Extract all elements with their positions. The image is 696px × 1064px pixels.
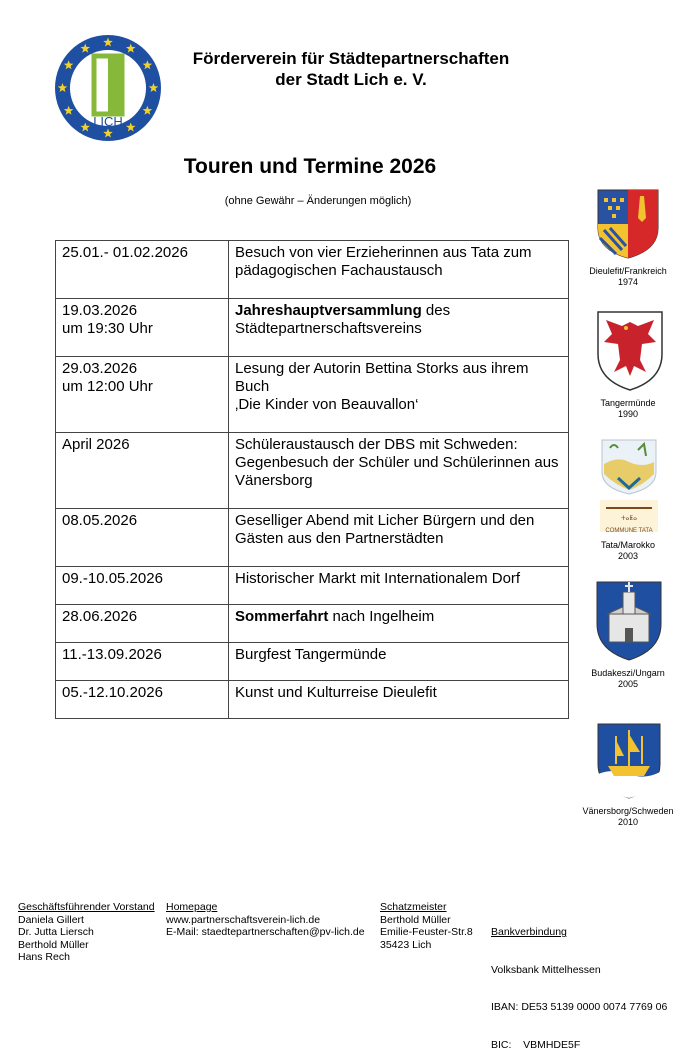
footer-homepage: Homepage www.partnerschaftsverein-lich.de E-Mail: staedtepartnerschaften@pv-lich.de: [166, 901, 365, 938]
tata-emblem-text: COMMUNE TATA: [605, 528, 653, 534]
table-row: 28.06.2026 Sommerfahrt nach Ingelheim: [56, 605, 569, 643]
budakeszi-coat-of-arms: [595, 580, 663, 667]
footer-schatzmeister: Schatzmeister Berthold Müller Emilie-Feuster-Str.8 35423 Lich: [380, 901, 473, 951]
partner-caption-budakeszi: Budakeszi/Ungarn 2005: [591, 668, 665, 689]
organization-name: Förderverein für Städtepartnerschaften der Stadt Lich e. V.: [192, 49, 510, 89]
association-logo: [54, 34, 162, 142]
table-row: 09.-10.05.2026 Historischer Markt mit Internationalem Dorf: [56, 567, 569, 605]
table-row: 08.05.2026 Geselliger Abend mit Licher Bürgern und den Gästen aus den Partnerstädten: [56, 509, 569, 567]
email-link[interactable]: E-Mail: staedtepartnerschaften@pv-lich.de: [166, 926, 365, 938]
partner-caption-dieulefit: Dieulefit/Frankreich 1974: [589, 266, 667, 287]
svg-text:LICH: LICH: [93, 114, 123, 129]
partner-caption-vanersborg: Vänersborg/Schweden 2010: [582, 806, 674, 827]
disclaimer: (ohne Gewähr – Änderungen möglich): [224, 195, 412, 207]
homepage-link[interactable]: www.partnerschaftsverein-lich.de: [166, 913, 321, 926]
table-row: 29.03.2026 um 12:00 Uhr Lesung der Autorin Bettina Storks aus ihrem Buch ‚Die Kinder von Beauvallon‘: [56, 357, 569, 433]
events-table: [55, 240, 569, 719]
partner-caption-tangermuende: Tangermünde 1990: [600, 398, 656, 419]
dieulefit-coat-of-arms: [596, 188, 660, 265]
tangermuende-coat-of-arms: [596, 310, 664, 397]
footer-vorstand: Geschäftsführender Vorstand Daniela Gillert Dr. Jutta Liersch Berthold Müller Hans Rech: [18, 901, 155, 963]
table-row: 11.-13.09.2026 Burgfest Tangermünde: [56, 643, 569, 681]
vanersborg-coat-of-arms: [596, 722, 662, 805]
footer-bank: Bankverbindung Volksbank Mittelhessen IBAN: DE53 5139 0000 0074 7769 06 BIC: VBMHDE5F: [491, 926, 668, 1051]
partner-caption-tata: Tata/Marokko 2003: [600, 540, 656, 561]
table-row: April 2026 Schüleraustausch der DBS mit Schweden: Gegenbesuch der Schüler und Schülerinnen aus Vänersborg: [56, 433, 569, 509]
table-row: 05.-12.10.2026 Kunst und Kulturreise Dieulefit: [56, 681, 569, 719]
table-row: 25.01.- 01.02.2026 Besuch von vier Erzieherinnen aus Tata zum pädagogischen Fachaustausch: [56, 241, 569, 299]
table-row: 19.03.2026 um 19:30 Uhr Jahreshauptversammlung des Städtepartnerschaftsvereins: [56, 299, 569, 357]
tata-emblem: [598, 438, 660, 539]
svg-text:ⵜⴰⵟⴰ: ⵜⴰⵟⴰ: [620, 516, 638, 522]
page-title: Touren und Termine 2026: [183, 155, 437, 178]
